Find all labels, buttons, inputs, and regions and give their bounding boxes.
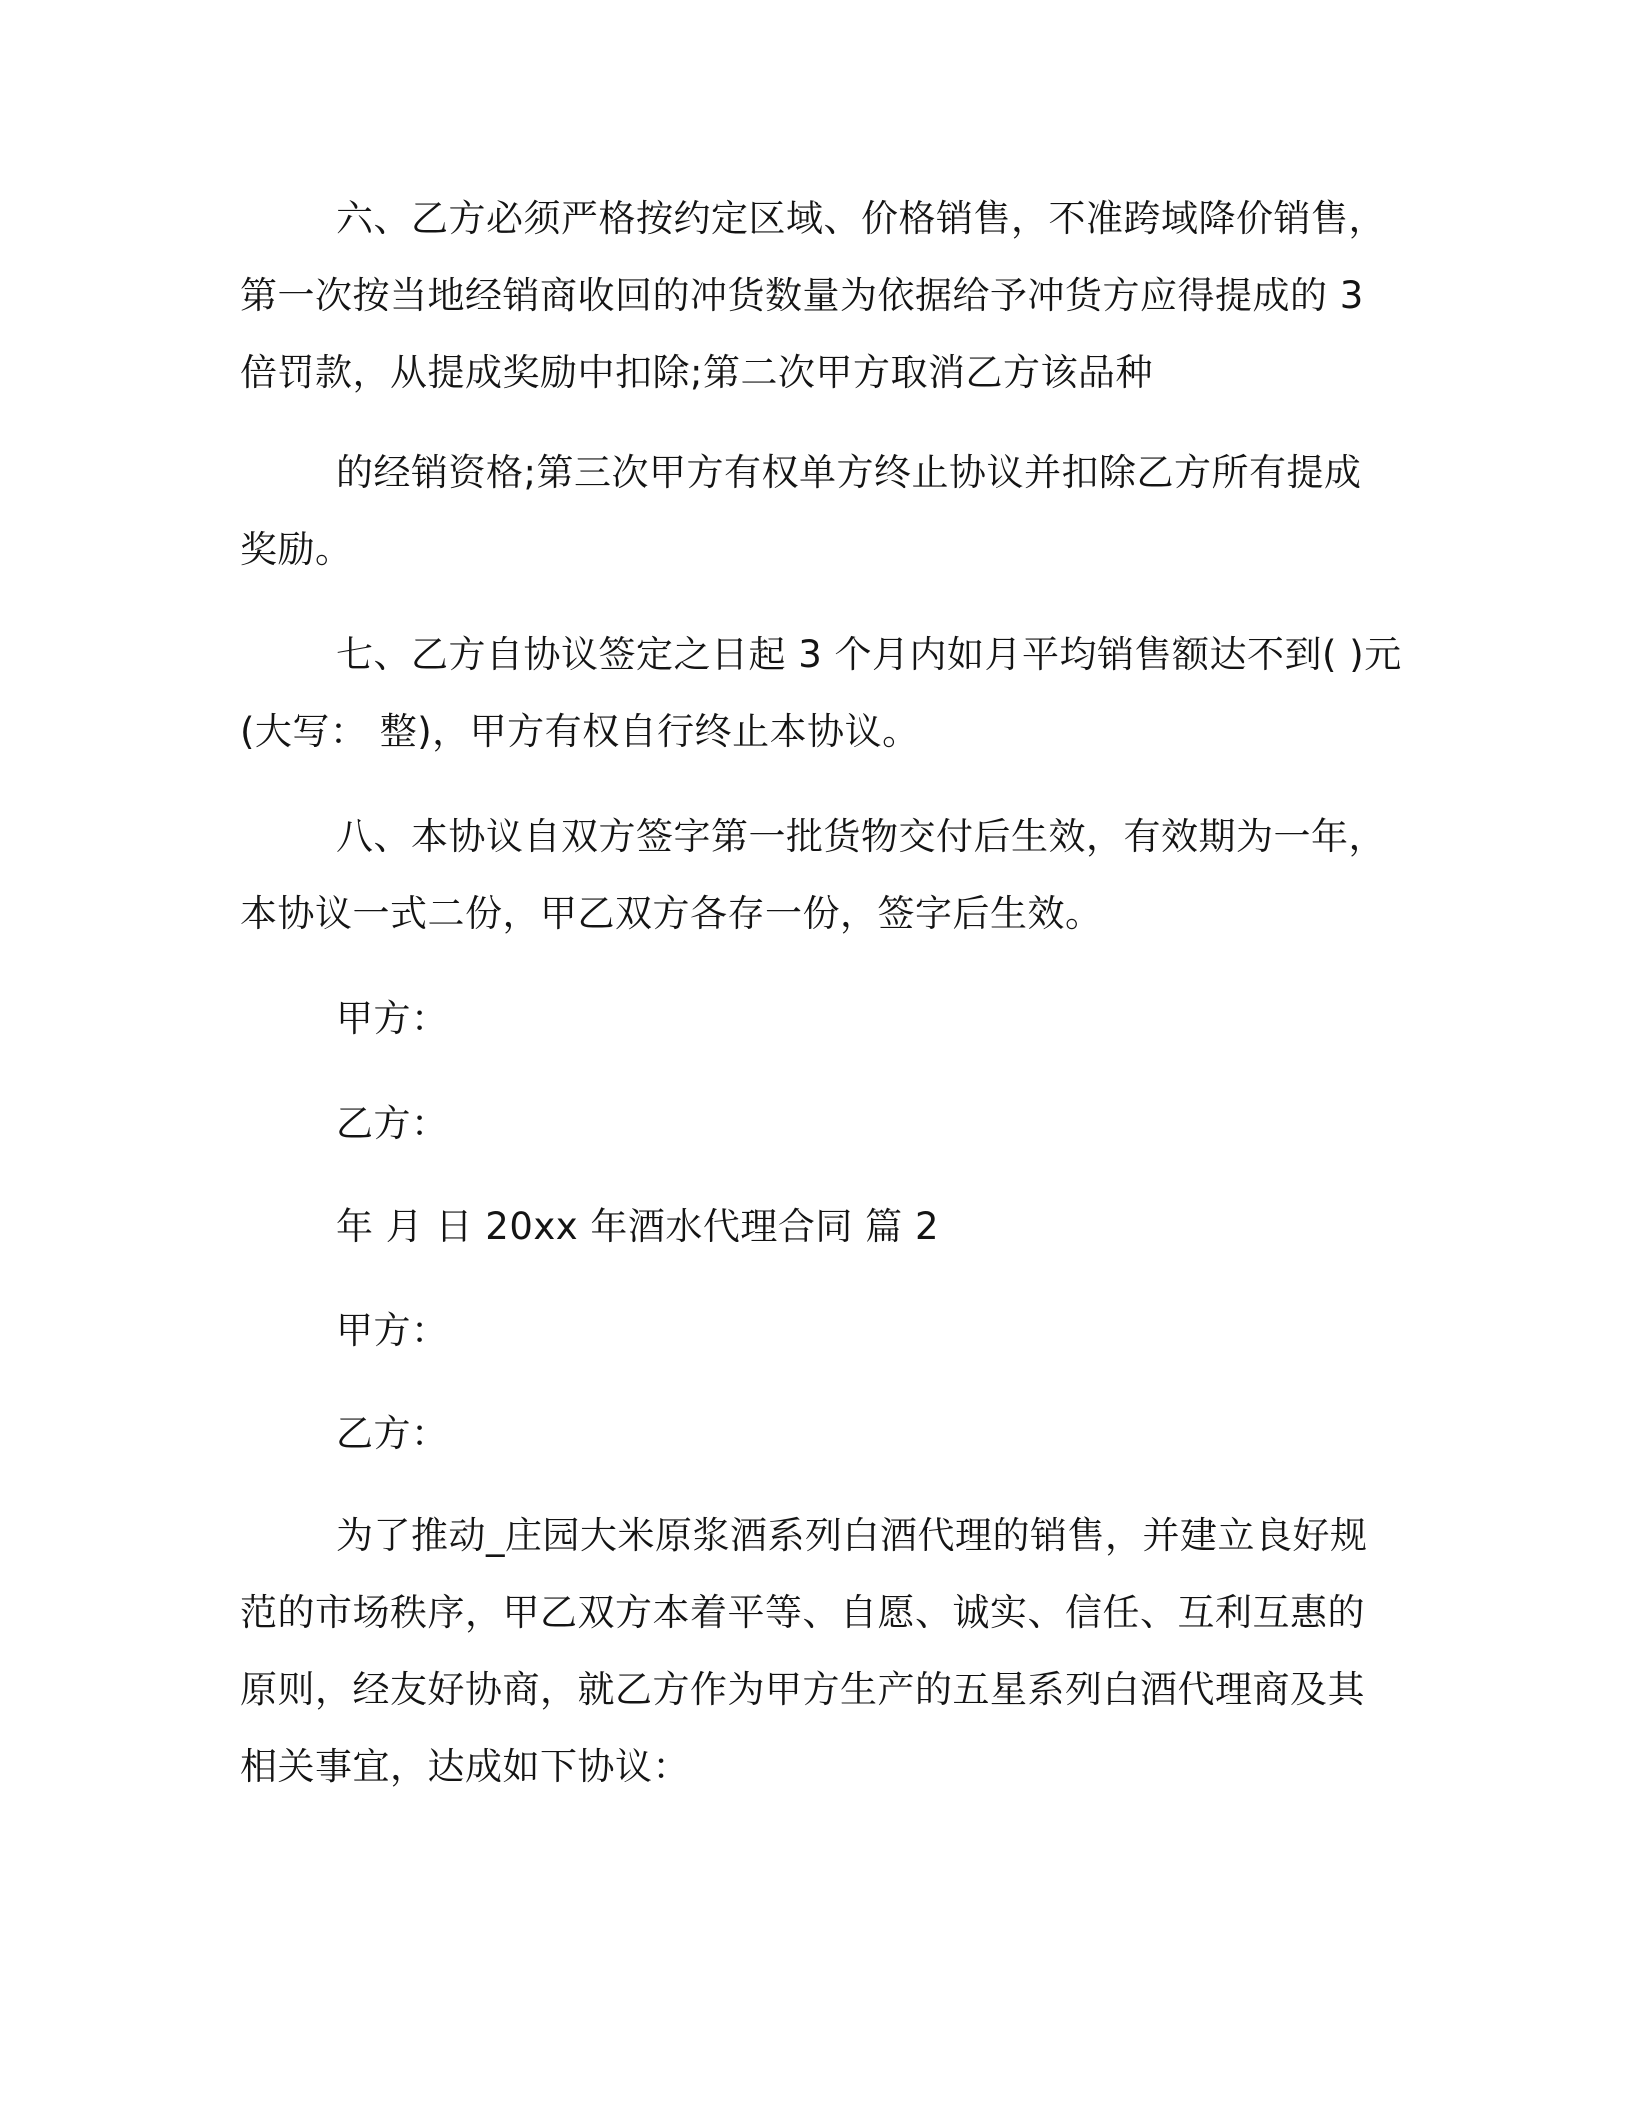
clause-6-line-3: 倍罚款，从提成奖励中扣除;第二次甲方取消乙方该品种 (240, 351, 1153, 394)
clause-7-line-1: 七、乙方自协议签定之日起 3 个月内如月平均销售额达不到( )元 (336, 633, 1402, 676)
party-a-label-1: 甲方： (336, 997, 449, 1040)
party-a-signature-2 (240, 1292, 1380, 1369)
date-and-contract-title: 年 月 日 20xx 年酒水代理合同 篇 2 (336, 1205, 939, 1248)
clause-6-cont-line-1: 的经销资格;第三次甲方有权单方终止协议并扣除乙方所有提成 (336, 451, 1362, 494)
clause-8 (240, 798, 1386, 952)
preamble-line-4: 相关事宜，达成如下协议： (240, 1745, 690, 1788)
preamble-line-3: 原则，经友好协商，就乙方作为甲方生产的五星系列白酒代理商及其 (240, 1668, 1365, 1711)
clause-6-continued (240, 434, 1380, 588)
clause-6-cont-line-2: 奖励。 (240, 528, 353, 571)
section-title (240, 1188, 1380, 1265)
clause-6-line-1: 六、乙方必须严格按约定区域、价格销售，不准跨域降价销售， (336, 197, 1386, 240)
preamble-line-1: 为了推动_庄园大米原浆酒系列白酒代理的销售，并建立良好规 (336, 1514, 1368, 1557)
party-b-signature-2 (240, 1395, 1380, 1472)
clause-8-line-1: 八、本协议自双方签字第一批货物交付后生效，有效期为一年， (336, 815, 1386, 858)
party-b-label-1: 乙方： (336, 1102, 449, 1145)
clause-6 (240, 180, 1386, 411)
clause-7-line-2: (大写： 整)，甲方有权自行终止本协议。 (240, 710, 920, 753)
party-a-signature-1 (240, 980, 1380, 1057)
clause-6-line-2: 第一次按当地经销商收回的冲货数量为依据给予冲货方应得提成的 3 (240, 274, 1364, 317)
clause-7 (240, 616, 1402, 770)
party-a-label-2: 甲方： (336, 1309, 449, 1352)
party-b-label-2: 乙方： (336, 1412, 449, 1455)
clause-8-line-2: 本协议一式二份，甲乙双方各存一份，签字后生效。 (240, 892, 1103, 935)
party-b-signature-1 (240, 1085, 1380, 1162)
preamble-line-2: 范的市场秩序，甲乙双方本着平等、自愿、诚实、信任、互利互惠的 (240, 1591, 1365, 1634)
preamble (240, 1497, 1380, 1805)
